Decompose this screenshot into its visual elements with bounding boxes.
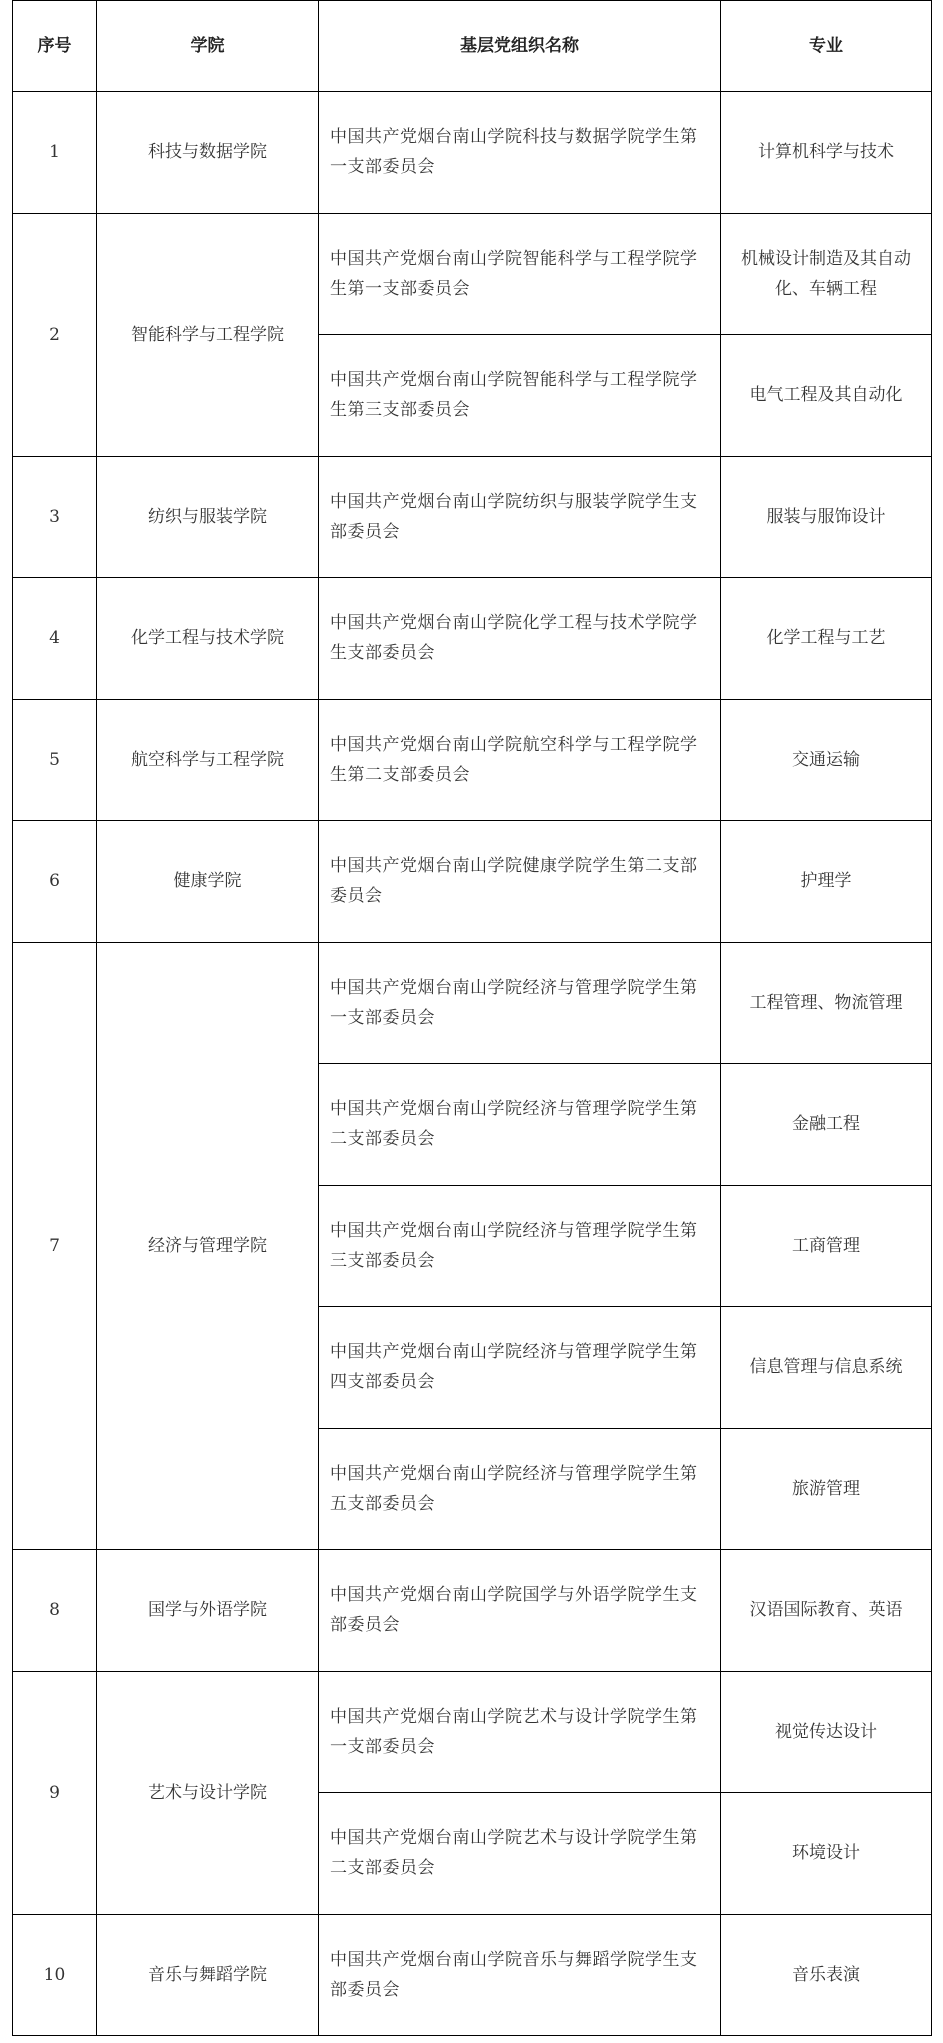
party-organization-table — [12, 0, 932, 2036]
table-row — [13, 942, 932, 1064]
major-cell: 工商管理 — [721, 1185, 932, 1307]
org-name-cell: 中国共产党烟台南山学院音乐与舞蹈学院学生支部委员会 — [319, 1914, 721, 2036]
table-row — [13, 1550, 932, 1672]
major-cell: 服装与服饰设计 — [721, 456, 932, 578]
seq-cell: 8 — [13, 1550, 97, 1672]
college-cell: 音乐与舞蹈学院 — [97, 1914, 319, 2036]
major-cell: 汉语国际教育、英语 — [721, 1550, 932, 1672]
college-cell: 健康学院 — [97, 821, 319, 943]
seq-cell: 3 — [13, 456, 97, 578]
table-row — [13, 578, 932, 700]
major-cell: 音乐表演 — [721, 1914, 932, 2036]
major-cell: 工程管理、物流管理 — [721, 942, 932, 1064]
org-name-cell: 中国共产党烟台南山学院智能科学与工程学院学生第三支部委员会 — [319, 335, 721, 457]
college-cell: 科技与数据学院 — [97, 92, 319, 214]
major-cell: 电气工程及其自动化 — [721, 335, 932, 457]
major-cell: 机械设计制造及其自动化、车辆工程 — [721, 213, 932, 335]
org-name-cell: 中国共产党烟台南山学院经济与管理学院学生第三支部委员会 — [319, 1185, 721, 1307]
header-seq: 序号 — [13, 1, 97, 92]
org-name-cell: 中国共产党烟台南山学院健康学院学生第二支部委员会 — [319, 821, 721, 943]
org-name-cell: 中国共产党烟台南山学院经济与管理学院学生第四支部委员会 — [319, 1307, 721, 1429]
college-cell: 国学与外语学院 — [97, 1550, 319, 1672]
seq-cell: 2 — [13, 213, 97, 456]
major-cell: 环境设计 — [721, 1793, 932, 1915]
seq-cell: 7 — [13, 942, 97, 1550]
org-name-cell: 中国共产党烟台南山学院艺术与设计学院学生第一支部委员会 — [319, 1671, 721, 1793]
major-cell: 护理学 — [721, 821, 932, 943]
major-cell: 金融工程 — [721, 1064, 932, 1186]
college-cell: 化学工程与技术学院 — [97, 578, 319, 700]
major-cell: 旅游管理 — [721, 1428, 932, 1550]
org-name-cell: 中国共产党烟台南山学院科技与数据学院学生第一支部委员会 — [319, 92, 721, 214]
header-major: 专业 — [721, 1, 932, 92]
org-name-cell: 中国共产党烟台南山学院经济与管理学院学生第一支部委员会 — [319, 942, 721, 1064]
org-name-cell: 中国共产党烟台南山学院航空科学与工程学院学生第二支部委员会 — [319, 699, 721, 821]
college-cell: 纺织与服装学院 — [97, 456, 319, 578]
org-name-cell: 中国共产党烟台南山学院艺术与设计学院学生第二支部委员会 — [319, 1793, 721, 1915]
seq-cell: 6 — [13, 821, 97, 943]
table-header-row — [13, 1, 932, 92]
college-cell: 航空科学与工程学院 — [97, 699, 319, 821]
table-row — [13, 456, 932, 578]
table-row — [13, 1914, 932, 2036]
college-cell: 经济与管理学院 — [97, 942, 319, 1550]
org-name-cell: 中国共产党烟台南山学院经济与管理学院学生第五支部委员会 — [319, 1428, 721, 1550]
org-name-cell: 中国共产党烟台南山学院经济与管理学院学生第二支部委员会 — [319, 1064, 721, 1186]
college-cell: 智能科学与工程学院 — [97, 213, 319, 456]
seq-cell: 1 — [13, 92, 97, 214]
seq-cell: 10 — [13, 1914, 97, 2036]
seq-cell: 4 — [13, 578, 97, 700]
org-name-cell: 中国共产党烟台南山学院智能科学与工程学院学生第一支部委员会 — [319, 213, 721, 335]
org-name-cell: 中国共产党烟台南山学院化学工程与技术学院学生支部委员会 — [319, 578, 721, 700]
major-cell: 计算机科学与技术 — [721, 92, 932, 214]
header-college: 学院 — [97, 1, 319, 92]
table-row — [13, 92, 932, 214]
major-cell: 视觉传达设计 — [721, 1671, 932, 1793]
table-row — [13, 213, 932, 335]
major-cell: 交通运输 — [721, 699, 932, 821]
table-row — [13, 699, 932, 821]
table-row — [13, 821, 932, 943]
major-cell: 信息管理与信息系统 — [721, 1307, 932, 1429]
major-cell: 化学工程与工艺 — [721, 578, 932, 700]
table-row — [13, 1671, 932, 1793]
college-cell: 艺术与设计学院 — [97, 1671, 319, 1914]
header-org-name: 基层党组织名称 — [319, 1, 721, 92]
seq-cell: 5 — [13, 699, 97, 821]
org-name-cell: 中国共产党烟台南山学院纺织与服装学院学生支部委员会 — [319, 456, 721, 578]
org-name-cell: 中国共产党烟台南山学院国学与外语学院学生支部委员会 — [319, 1550, 721, 1672]
seq-cell: 9 — [13, 1671, 97, 1914]
